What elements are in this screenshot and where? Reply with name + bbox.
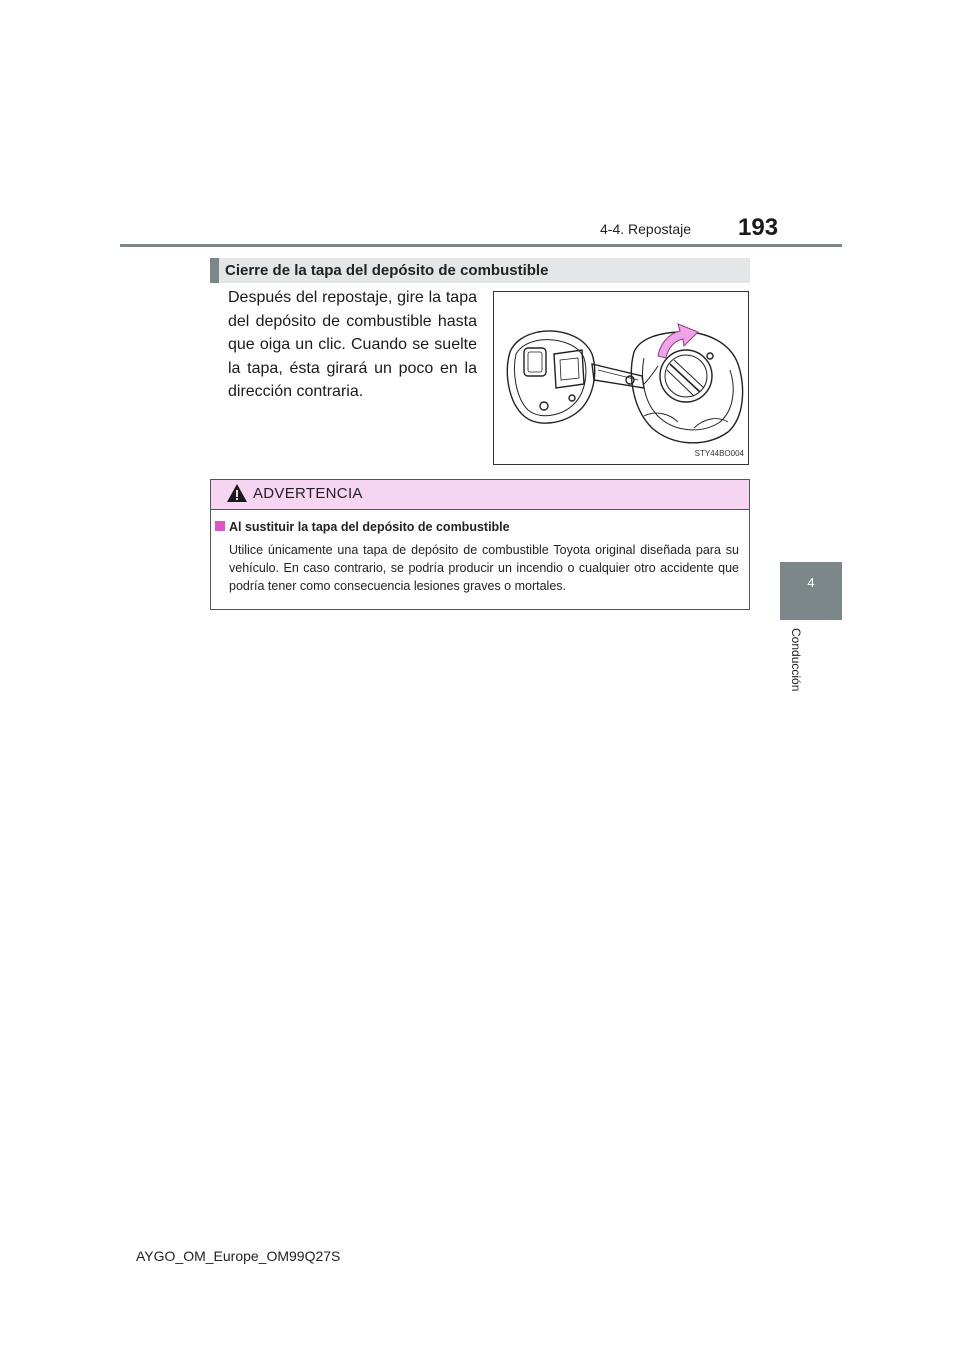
section-title: Cierre de la tapa del depósito de combustible [225,262,549,279]
chapter-name: Conducción [789,628,803,692]
warning-triangle-icon [226,483,248,503]
rotate-arrow-icon [654,322,704,362]
chapter-tab [780,562,842,620]
section-heading-accent [210,258,219,283]
page-number: 193 [738,214,779,241]
warning-title: ADVERTENCIA [253,485,363,502]
section-breadcrumb: 4-4. Repostaje [600,221,692,237]
warning-subheading: Al sustituir la tapa del depósito de combustible [229,520,510,534]
chapter-number: 4 [807,575,815,590]
figure-code: STY44BO004 [694,449,744,458]
header-divider [120,244,842,247]
rotate-arrow-shape [658,324,698,358]
warning-text: Utilice únicamente una tapa de depósito de combustible Toyota original diseñada para su vehículo. En caso contrario, se podría producir un incendio o cualquier otro accidente que podría tener como consecuencia lesiones graves o mortales. [229,543,739,593]
footer-document-id: AYGO_OM_Europe_OM99Q27S [136,1248,341,1264]
fuel-door-drawing [494,292,748,464]
warning-bullet [215,521,225,531]
section-body: Después del repostaje, gire la tapa del depósito de combustible hasta que oiga un clic. Cuando se suelte la tapa, ésta girará un poco en la dirección contraria. [228,289,477,400]
fuel-cap-illustration [493,291,749,465]
